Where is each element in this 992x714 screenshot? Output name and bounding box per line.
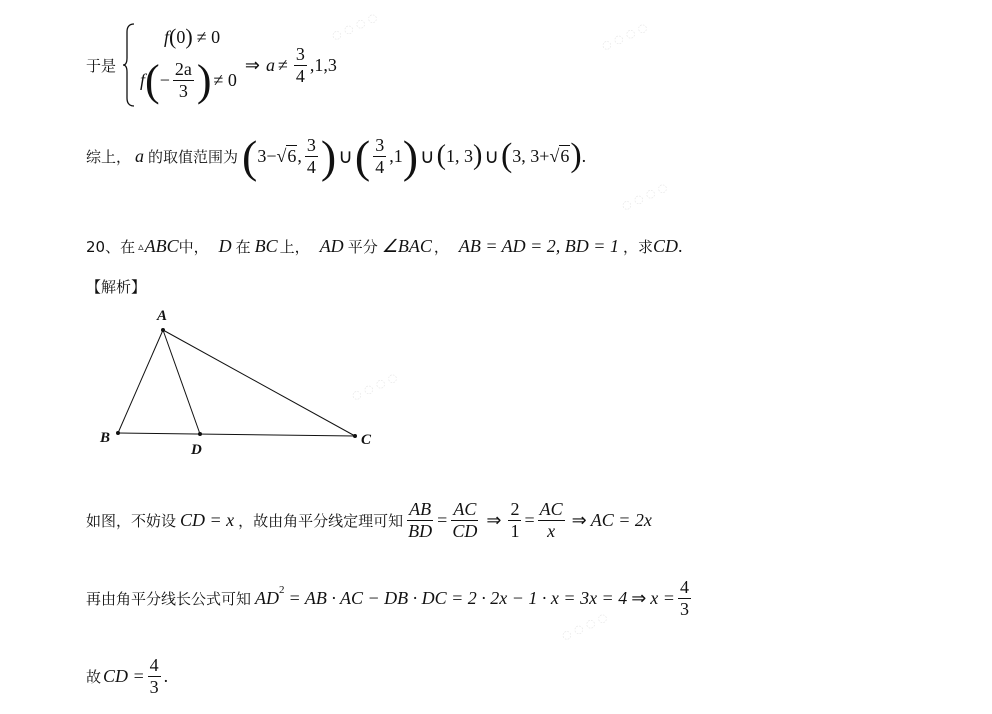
fraction: $\frac{AB}{BD}$ <box>408 498 433 541</box>
interval-3: 1, 3 <box>446 145 473 166</box>
fraction: $\frac{4}{3}$ <box>149 654 159 697</box>
mid-text: 的取值范围为 <box>148 147 239 166</box>
analysis-label: 【解析】 <box>86 277 147 296</box>
var-a: a <box>265 54 275 75</box>
label-d: D <box>191 442 202 458</box>
point-b <box>116 431 120 435</box>
neq-zero: ≠ 0 <box>213 69 237 90</box>
point-c <box>353 434 357 438</box>
sqrt: √6 <box>549 145 570 166</box>
var-a: a <box>135 145 145 166</box>
fraction: $\frac{4}{3}$ <box>679 576 689 619</box>
minus-sign: − <box>159 69 170 90</box>
problem-number: 20、在 <box>86 237 136 256</box>
union-symbol: ∪ <box>484 145 499 168</box>
prefix-text: 于是 <box>86 56 117 75</box>
fraction: $\frac{3}{4}$ <box>306 134 316 177</box>
range-line: 综上， a 的取值范围为 ( 3− √6 , $\frac{3}{4}$ ) ∪ ( $\frac{3}{4}$ ,1 ) ∪ ( 1, 3 ) ∪ ( 3, 3+ √6 ) . <box>86 130 587 182</box>
watermark: ◌ ◌ ◌ ◌ <box>559 610 610 643</box>
func-f: f <box>140 69 146 90</box>
fraction: $\frac{AC}{CD}$ <box>452 498 478 541</box>
watermark: ◌ ◌ ◌ ◌ <box>329 10 380 43</box>
problem-statement: 20、在 ▵ ABC 中， D 在 BC 上， AD 平分 ∠BAC ， AB = AD = 2, BD = 1 ，求 CD . <box>86 235 683 256</box>
prefix-text: 综上， <box>86 147 132 166</box>
neq-zero: ≠ 0 <box>196 26 221 47</box>
triangle-figure <box>90 300 390 460</box>
side-ac <box>163 330 355 436</box>
interval-1-start: 3− <box>257 145 277 166</box>
left-brace <box>122 22 136 108</box>
fraction: $\frac{3}{4}$ <box>375 134 385 177</box>
watermark: ◌ ◌ ◌ ◌ <box>349 370 400 403</box>
fraction: $\frac{2}{1}$ <box>510 498 520 541</box>
bisector-ad <box>163 330 200 434</box>
point-a <box>161 328 165 332</box>
values: ,1,3 <box>309 54 337 75</box>
neq-symbol: ≠ <box>277 54 288 75</box>
union-symbol: ∪ <box>420 145 435 168</box>
label-c: C <box>361 432 372 448</box>
func-f: f <box>164 26 170 47</box>
union-symbol: ∪ <box>338 145 353 168</box>
sqrt: √6 <box>276 145 297 166</box>
implies-symbol: ⇒ <box>244 54 260 75</box>
fraction: $\frac{2a}{3}$ <box>174 58 192 101</box>
system-rows <box>140 22 237 108</box>
arg: 0 <box>176 26 186 47</box>
side-ab <box>118 330 163 433</box>
watermark: ◌ ◌ ◌ ◌ <box>599 20 650 53</box>
interval-4-start: 3, 3+ <box>512 145 550 166</box>
length-line: 再由角平分线长公式可知 AD $^2$ = AB · AC − DB · DC = 2 · 2x − 1 · x = 3x = 4 ⇒ x = $\frac{4}{3}$ <box>86 576 689 619</box>
fraction: $\frac{AC}{x}$ <box>539 498 563 541</box>
conclusion-line: 故 CD = $\frac{4}{3}$ . <box>86 654 169 697</box>
watermark: ◌ ◌ ◌ ◌ <box>619 180 670 213</box>
ratio-line: 如图，不妨设 CD = x ，故由角平分线定理可知 $\frac{AB}{BD}$ = $\frac{AC}{CD}$ ⇒ $\frac{2}{1}$ = $\frac{AC}{x}$ ⇒ AC = 2x <box>86 498 652 541</box>
interval-2-end: ,1 <box>389 145 403 166</box>
label-a: A <box>157 308 168 324</box>
system-line <box>86 20 337 110</box>
fraction: $\frac{3}{4}$ <box>295 43 305 86</box>
point-d <box>198 432 202 436</box>
triangle-symbol: ▵ <box>138 240 144 253</box>
system-row-1: f ( 0 ) ≠ 0 <box>164 24 221 49</box>
side-bc <box>118 433 355 436</box>
label-b: B <box>100 430 111 446</box>
brace-icon <box>122 22 136 108</box>
system-row-2: f ( − $\frac{2a}{3}$ ) ≠ 0 <box>140 55 237 105</box>
